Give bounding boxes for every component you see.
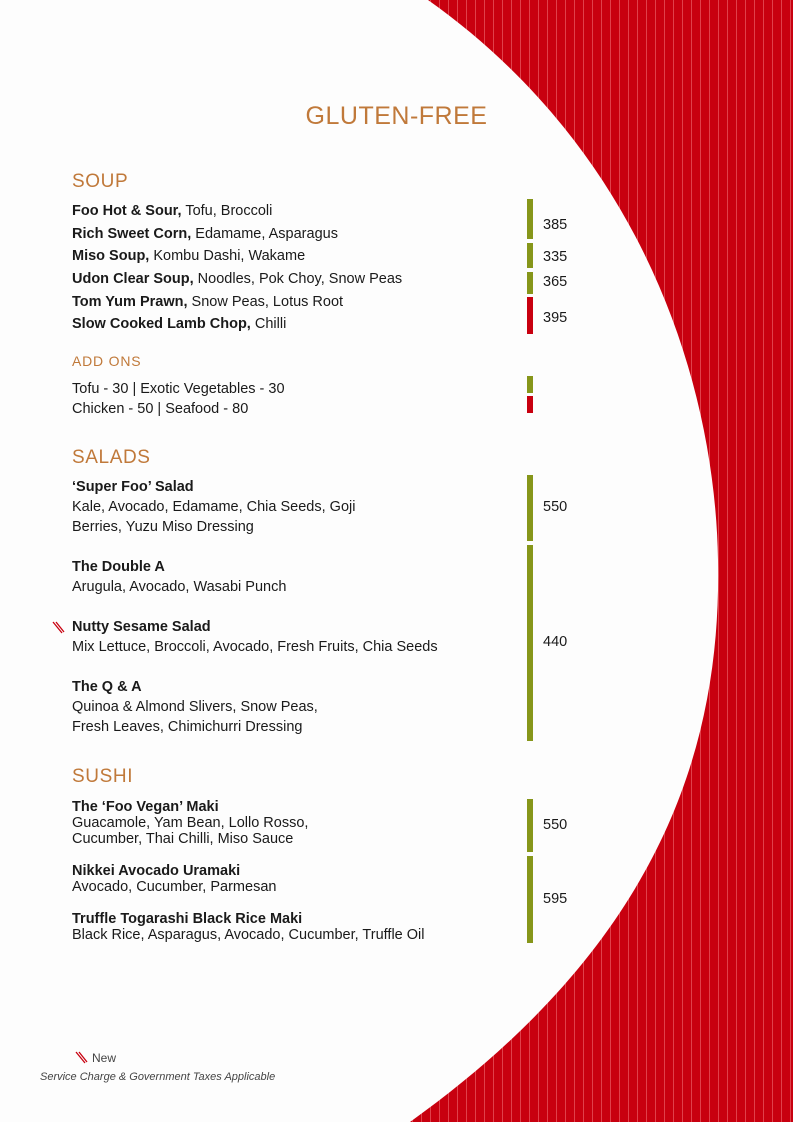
price: 395 (543, 310, 568, 326)
salads-heading: SALADS (72, 447, 151, 468)
price: 595 (543, 891, 568, 907)
list-item: Tofu - 30 | Exotic Vegetables - 30 (72, 381, 285, 397)
non-veg-bar (527, 396, 533, 413)
list-item-desc: Avocado, Cucumber, Parmesan (72, 879, 277, 895)
veg-bar (527, 376, 533, 393)
page-title: GLUTEN-FREE (305, 102, 488, 130)
list-item: Nikkei Avocado Uramaki (72, 863, 241, 879)
veg-bar (527, 199, 533, 239)
list-item: Tom Yum Prawn, Snow Peas, Lotus Root (72, 294, 344, 310)
price: 550 (543, 499, 568, 515)
list-item-desc: Mix Lettuce, Broccoli, Avocado, Fresh Fruits, Chia Seeds (72, 639, 438, 655)
legend-new-label: New (92, 1051, 117, 1065)
price: 335 (543, 249, 568, 265)
veg-bar (527, 243, 533, 268)
list-item-desc: Berries, Yuzu Miso Dressing (72, 519, 254, 535)
list-item-desc: Kale, Avocado, Edamame, Chia Seeds, Goji (72, 499, 356, 515)
list-item: Foo Hot & Sour, Tofu, Broccoli (72, 203, 273, 219)
veg-bar (527, 272, 533, 294)
list-item: Miso Soup, Kombu Dashi, Wakame (72, 248, 306, 264)
price: 440 (543, 634, 568, 650)
veg-bar (527, 799, 533, 852)
list-item: Udon Clear Soup, Noodles, Pok Choy, Snow Peas (72, 271, 403, 287)
non-veg-bar (527, 297, 533, 334)
list-item: The Double A (72, 559, 165, 575)
veg-bar (527, 475, 533, 541)
list-item-desc: Guacamole, Yam Bean, Lollo Rosso, (72, 815, 309, 831)
price: 365 (543, 274, 568, 290)
veg-bar (527, 545, 533, 741)
soup-heading: SOUP (72, 171, 129, 192)
chopsticks-icon (74, 1051, 88, 1065)
list-item: Nutty Sesame Salad (72, 619, 211, 635)
list-item: Chicken - 50 | Seafood - 80 (72, 401, 249, 417)
chopsticks-icon (51, 621, 65, 635)
veg-bar (527, 856, 533, 943)
list-item: The Q & A (72, 679, 142, 695)
price: 550 (543, 817, 568, 833)
list-item: The ‘Foo Vegan’ Maki (72, 799, 219, 815)
list-item-desc: Black Rice, Asparagus, Avocado, Cucumber, Truffle Oil (72, 927, 425, 943)
list-item: Slow Cooked Lamb Chop, Chilli (72, 316, 287, 332)
price: 385 (543, 217, 568, 233)
list-item-desc: Arugula, Avocado, Wasabi Punch (72, 579, 287, 595)
list-item: Truffle Togarashi Black Rice Maki (72, 911, 303, 927)
list-item: Rich Sweet Corn, Edamame, Asparagus (72, 226, 338, 242)
addons-heading: ADD ONS (72, 353, 142, 369)
list-item-desc: Cucumber, Thai Chilli, Miso Sauce (72, 831, 294, 847)
list-item-desc: Quinoa & Almond Slivers, Snow Peas, (72, 699, 318, 715)
sushi-heading: SUSHI (72, 766, 134, 787)
list-item: ‘Super Foo’ Salad (72, 479, 194, 495)
list-item-desc: Fresh Leaves, Chimichurri Dressing (72, 719, 303, 735)
tax-note: Service Charge & Government Taxes Applicable (40, 1071, 276, 1083)
